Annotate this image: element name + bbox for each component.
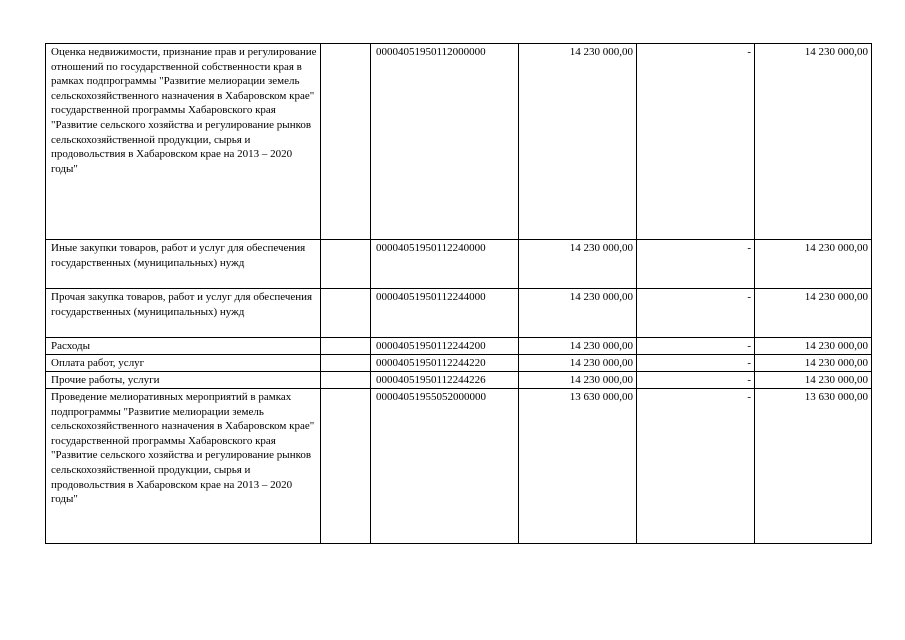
row-amount: 14 230 000,00 <box>519 240 637 289</box>
row-change: - <box>637 389 755 544</box>
row-code: 00004051950112244000 <box>371 289 519 338</box>
row-change: - <box>637 338 755 355</box>
row-code: 00004051950112000000 <box>371 44 519 240</box>
row-code: 00004051950112240000 <box>371 240 519 289</box>
table-row <box>46 240 872 289</box>
row-total: 14 230 000,00 <box>755 355 872 372</box>
table-row <box>46 372 872 389</box>
table-row <box>46 289 872 338</box>
row-extra <box>321 389 371 544</box>
row-extra <box>321 338 371 355</box>
row-name: Прочая закупка товаров, работ и услуг для обеспечения государственных (муниципальных) нужд <box>46 289 321 338</box>
row-code: 00004051950112244220 <box>371 355 519 372</box>
row-extra <box>321 372 371 389</box>
row-name: Расходы <box>46 338 321 355</box>
row-extra <box>321 355 371 372</box>
row-amount: 13 630 000,00 <box>519 389 637 544</box>
row-amount: 14 230 000,00 <box>519 338 637 355</box>
row-extra <box>321 289 371 338</box>
row-total: 13 630 000,00 <box>755 389 872 544</box>
row-name: Прочие работы, услуги <box>46 372 321 389</box>
row-name: Проведение мелиоративных мероприятий в рамках подпрограммы "Развитие мелиорации земель сельскохозяйственного назначения в Хабаровском крае" государственной программы Хабаровского края "Развитие сельского хозяйства и регулирование рынков сельскохозяйственной продукции, сырья и продовольствия в Хабаровском крае на 2013 – 2020 годы" <box>46 389 321 544</box>
row-code: 00004051950112244200 <box>371 338 519 355</box>
row-total: 14 230 000,00 <box>755 240 872 289</box>
row-code: 00004051950112244226 <box>371 372 519 389</box>
row-amount: 14 230 000,00 <box>519 355 637 372</box>
row-change: - <box>637 372 755 389</box>
table-row <box>46 355 872 372</box>
row-change: - <box>637 289 755 338</box>
table-row <box>46 389 872 544</box>
row-name: Иные закупки товаров, работ и услуг для обеспечения государственных (муниципальных) нужд <box>46 240 321 289</box>
table-row <box>46 338 872 355</box>
budget-table <box>45 43 872 544</box>
row-code: 00004051955052000000 <box>371 389 519 544</box>
row-extra <box>321 240 371 289</box>
row-amount: 14 230 000,00 <box>519 289 637 338</box>
row-name: Оплата работ, услуг <box>46 355 321 372</box>
row-change: - <box>637 44 755 240</box>
row-change: - <box>637 355 755 372</box>
row-name: Оценка недвижимости, признание прав и регулирование отношений по государственной собственности края в рамках подпрограммы "Развитие мелиорации земель сельскохозяйственного назначения в Хабаровском крае" государственной программы Хабаровского края "Развитие сельского хозяйства и регулирование рынков сельскохозяйственной продукции, сырья и продовольствия в Хабаровском крае на 2013 – 2020 годы" <box>46 44 321 240</box>
table-row <box>46 44 872 240</box>
row-total: 14 230 000,00 <box>755 372 872 389</box>
row-extra <box>321 44 371 240</box>
row-total: 14 230 000,00 <box>755 289 872 338</box>
row-amount: 14 230 000,00 <box>519 44 637 240</box>
row-total: 14 230 000,00 <box>755 44 872 240</box>
row-amount: 14 230 000,00 <box>519 372 637 389</box>
row-total: 14 230 000,00 <box>755 338 872 355</box>
row-change: - <box>637 240 755 289</box>
